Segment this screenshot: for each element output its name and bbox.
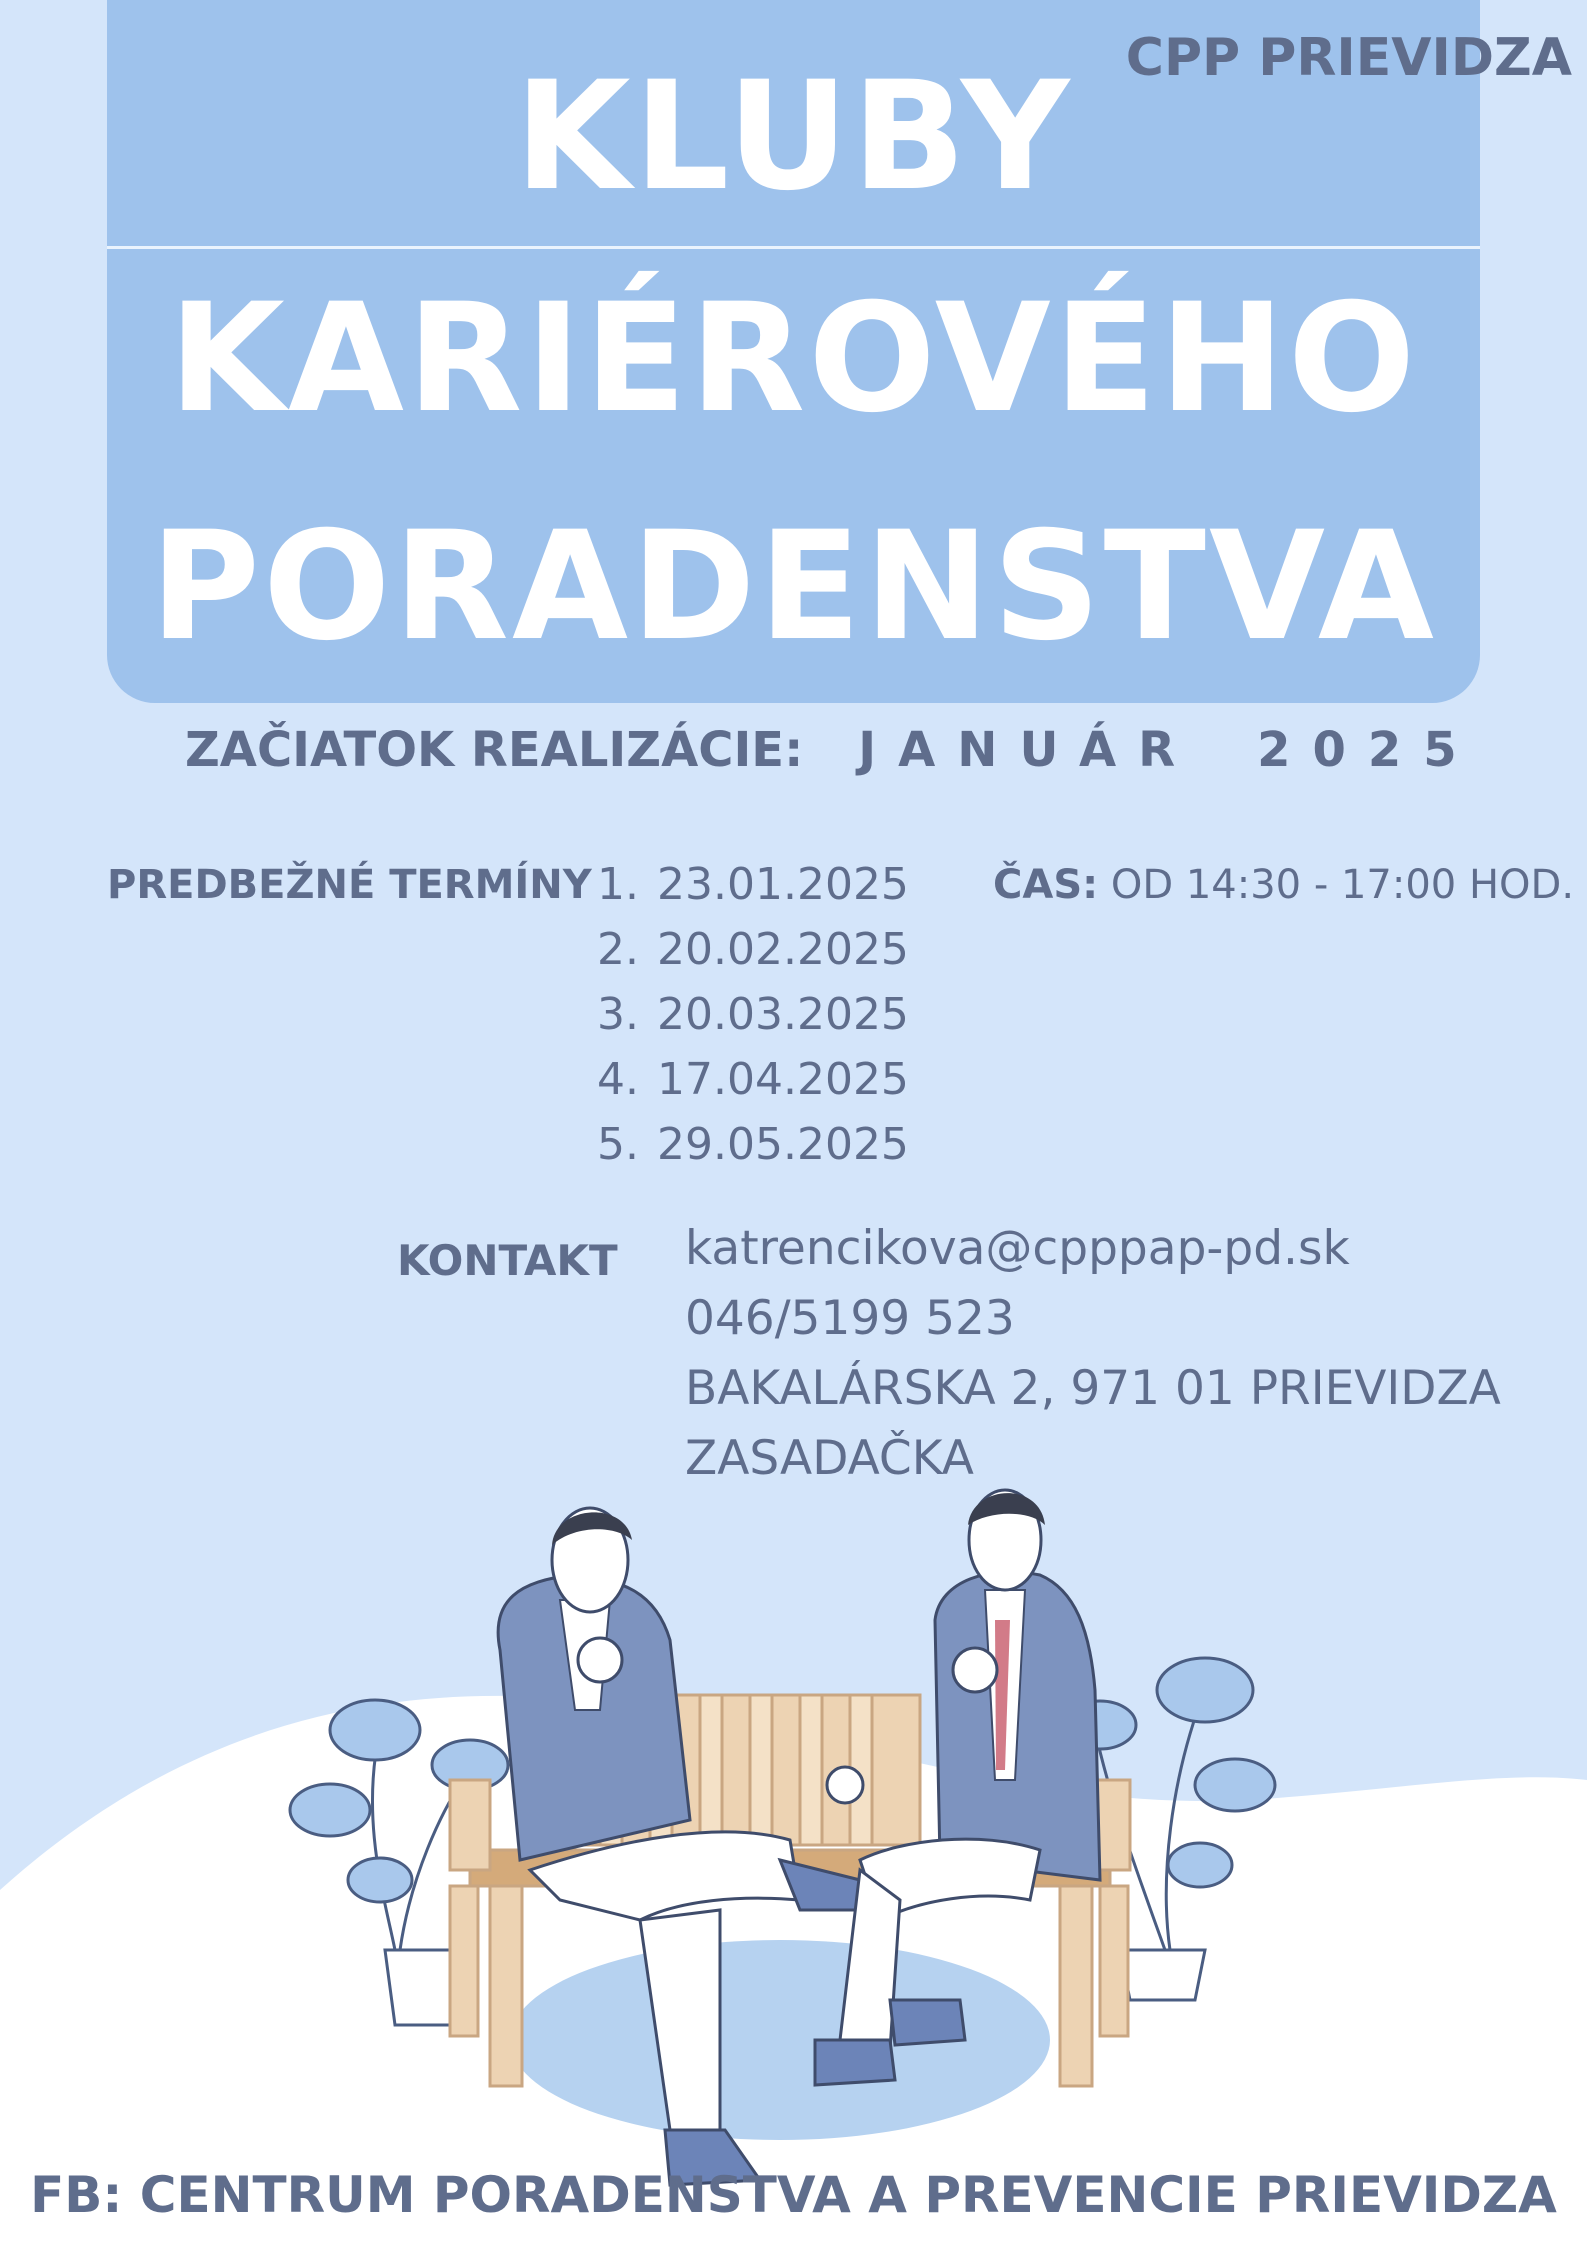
- title-line-3: PORADENSTVA: [150, 500, 1437, 674]
- schedule-item: [597, 986, 909, 1051]
- contact-details: [685, 1214, 1501, 1494]
- schedule-date: 17.04.2025: [657, 1054, 909, 1105]
- contact-address: BAKALÁRSKA 2, 971 01 PRIEVIDZA: [685, 1361, 1501, 1416]
- title-line-2: KARIÉROVÉHO: [168, 272, 1419, 446]
- schedule-item: [597, 921, 909, 986]
- contact-label: KONTAKT: [397, 1236, 618, 1285]
- schedule-date: 29.05.2025: [657, 1119, 909, 1170]
- start-label: ZAČIATOK REALIZÁCIE:: [185, 722, 804, 778]
- schedule-number: 5.: [597, 1119, 639, 1170]
- time-label: ČAS:: [993, 862, 1099, 908]
- schedule-number: 2.: [597, 924, 639, 975]
- floor-shadow: [510, 1940, 1050, 2140]
- schedule-number: 1.: [597, 859, 639, 910]
- schedule-label: PREDBEŽNÉ TERMÍNY: [107, 862, 592, 908]
- contact-phone[interactable]: 046/5199 523: [685, 1291, 1015, 1346]
- schedule-item: [597, 856, 909, 921]
- schedule-date: 20.03.2025: [657, 989, 909, 1040]
- time-value: OD 14:30 - 17:00 HOD.: [1110, 862, 1575, 908]
- schedule-date: 23.01.2025: [657, 859, 909, 910]
- footer-facebook[interactable]: FB: CENTRUM PORADENSTVA A PREVENCIE PRIEVIDZA: [30, 2166, 1557, 2224]
- contact-room: ZASADAČKA: [685, 1431, 974, 1486]
- schedule-item: [597, 1116, 909, 1181]
- title-line-1: KLUBY: [514, 50, 1073, 224]
- schedule-number: 3.: [597, 989, 639, 1040]
- title-divider: [107, 246, 1480, 249]
- brand-label: CPP PRIEVIDZA: [1125, 28, 1572, 88]
- start-year: 2025: [1257, 722, 1479, 778]
- start-line: [185, 722, 1479, 778]
- schedule-number: 4.: [597, 1054, 639, 1105]
- time-info: [993, 862, 1574, 908]
- two-men-on-bench-illustration: [0, 1480, 1587, 2245]
- schedule-list: [597, 856, 909, 1181]
- schedule-date: 20.02.2025: [657, 924, 909, 975]
- contact-email[interactable]: katrencikova@cpppap-pd.sk: [685, 1221, 1350, 1276]
- schedule-item: [597, 1051, 909, 1116]
- start-month: JANUÁR: [858, 722, 1198, 778]
